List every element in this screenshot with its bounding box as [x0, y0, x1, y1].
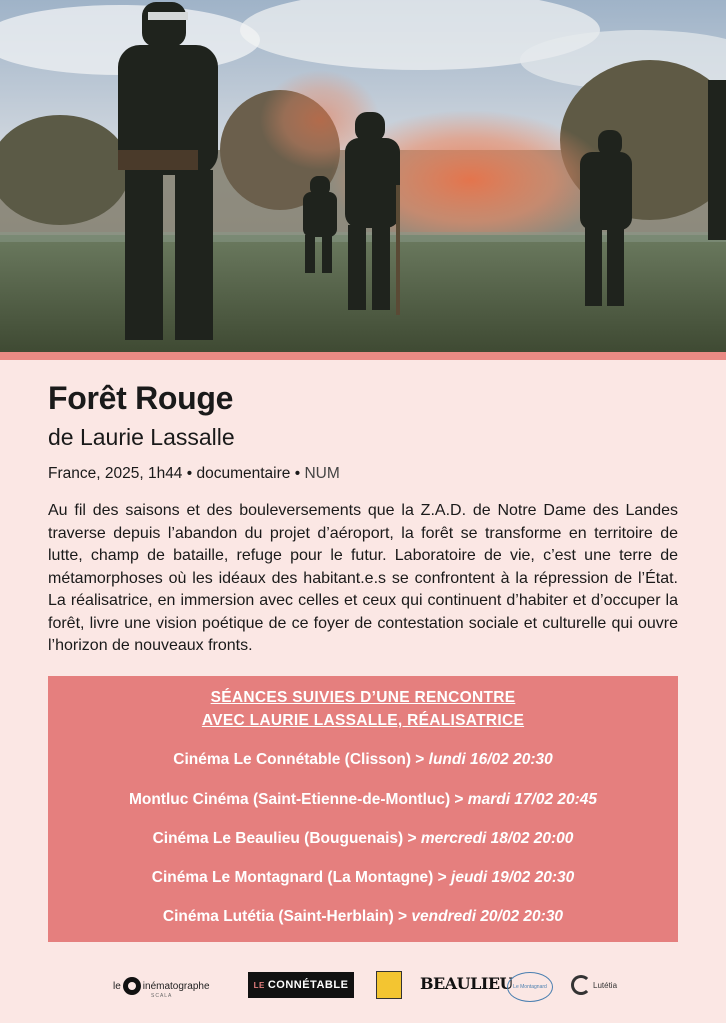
cinematographe-name: inématographe: [142, 980, 210, 992]
cinematographe-sub: SCALA: [151, 993, 173, 999]
film-format: NUM: [304, 465, 340, 482]
session-venue: Cinéma Le Montagnard (La Montagne) >: [151, 869, 452, 886]
lutetia-name: Lutétia: [593, 980, 618, 990]
cinematographe-ring-icon: [123, 977, 141, 995]
accent-band: [0, 352, 726, 360]
sessions-heading-line2: AVEC LAURIE LASSALLE, RÉALISATRICE: [201, 712, 525, 729]
session-venue: Cinéma Lutétia (Saint-Herblain) >: [162, 908, 412, 925]
session-date: mardi 17/02 20:45: [467, 791, 598, 808]
session-date: jeudi 19/02 20:30: [451, 869, 575, 886]
connetable-logo: [248, 972, 354, 998]
session-item: [48, 869, 678, 887]
session-date: lundi 16/02 20:30: [428, 751, 553, 768]
lutetia-logo: [571, 972, 617, 998]
session-item: [48, 751, 678, 769]
connetable-name: CONNÉTABLE: [267, 979, 349, 991]
film-title: Forêt Rouge: [48, 380, 234, 416]
cinematographe-logo: [113, 974, 210, 998]
session-date: vendredi 20/02 20:30: [411, 908, 564, 925]
film-meta-main: France, 2025, 1h44 • documentaire •: [48, 465, 305, 482]
montluc-camera-icon: [376, 971, 402, 999]
montagnard-logo: Le Montagnard: [507, 972, 553, 1002]
film-synopsis: Au fil des saisons et des bouleversements que la Z.A.D. de Notre Dame des Landes traverse depuis l’abandon du projet d’aéroport, la forêt se transforme en territoire de lutte, champ de bataille, refuge pour le futur. Laboratoire de vie, c’est une terre de métamorphoses où les idéaux des habitant.e.s se confrontent à la répression de l’État. La réalisatrice, en immersion avec celles et ceux qui continuent d’habiter et d’occuper la forêt, livre une vision poétique de ce foyer de contestation sociale et culturelle qui ouvre l’horizon de nouveaux fronts.: [48, 502, 678, 654]
session-item: [48, 830, 678, 848]
partner-logos: [0, 962, 726, 1010]
session-venue: Cinéma Le Beaulieu (Bouguenais) >: [152, 830, 421, 847]
session-venue: Cinéma Le Connétable (Clisson) >: [173, 751, 429, 768]
sessions-box: [48, 676, 678, 942]
session-item: [48, 791, 678, 809]
hero-photo: [0, 0, 726, 352]
sessions-heading: [48, 686, 678, 732]
connetable-le: LE: [253, 980, 265, 990]
session-item: [48, 908, 678, 926]
cinematographe-prefix: le: [113, 980, 121, 992]
session-venue: Montluc Cinéma (Saint-Etienne-de-Montluc) >: [128, 791, 468, 808]
hero-illustration: [0, 0, 726, 352]
film-director: de Laurie Lassalle: [48, 424, 235, 450]
beaulieu-logo: BEAULIEU: [420, 974, 513, 993]
film-meta: [48, 465, 340, 483]
sessions-heading-line1: SÉANCES SUIVIES D’UNE RENCONTRE: [210, 689, 516, 706]
session-date: mercredi 18/02 20:00: [420, 830, 574, 847]
lutetia-c-icon: [571, 975, 591, 995]
